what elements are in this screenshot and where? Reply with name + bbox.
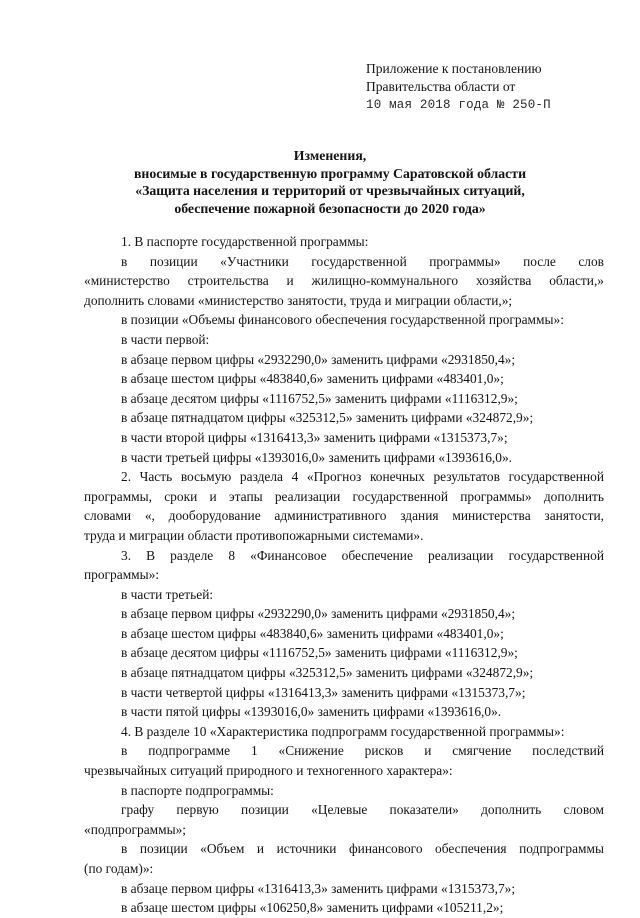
text-line: в абзаце первом цифры «1316413,3» заменить цифрами «1315373,7»; (121, 880, 516, 896)
document-body (84, 232, 604, 918)
text-line: в абзаце шестом цифры «483840,6» заменить цифрами «483401,0»; (121, 625, 504, 641)
title-line-3: «Защита населения и территорий от чрезвычайных ситуаций, (135, 183, 525, 198)
text-line: чрезвычайных ситуаций природного и техногенного характера»: (84, 763, 453, 779)
text-line: в позиции «Объемы финансового обеспечения государственной программы»: (121, 312, 564, 328)
text-line: в подпрограмме 1 «Снижение рисков и смягчение последствий (121, 743, 604, 759)
text-line: в паспорте подпрограммы: (121, 782, 274, 798)
text-line: в абзаце первом цифры «2932290,0» заменить цифрами «2931850,4»; (121, 351, 516, 367)
text-line: в части третьей цифры «1393016,0» заменить цифрами «1393616,0». (121, 449, 512, 465)
text-line: 3. В разделе 8 «Финансовое обеспечение реализации государственной (121, 547, 604, 563)
text-line: программы»: (84, 567, 160, 583)
text-line: 2. Часть восьмую раздела 4 «Прогноз конечных результатов государственной (121, 469, 604, 485)
text-line: «министерство строительства и жилищно-коммунального хозяйства области,» (84, 273, 604, 289)
title-line-1: Изменения, (293, 148, 367, 163)
title-line-4: обеспечение пожарной безопасности до 2020 года» (174, 200, 486, 216)
text-line: в абзаце десятом цифры «1116752,5» заменить цифрами «1116312,9»; (121, 645, 518, 661)
document-title (100, 147, 560, 217)
appendix-date-number: 10 мая 2018 года № 250-П (366, 98, 551, 112)
appendix-header (366, 60, 616, 114)
text-line: в абзаце шестом цифры «483840,6» заменить цифрами «483401,0»; (121, 371, 504, 387)
text-line: программы, сроки и этапы реализации государственной программы» дополнить (84, 488, 604, 504)
text-line: (по годам)»: (84, 861, 154, 876)
text-line: в части пятой цифры «1393016,0» заменить цифрами «1393616,0». (121, 704, 502, 720)
text-line: в позиции «Объем и источники финансового обеспечения подпрограммы (121, 841, 604, 857)
text-line: в абзаце первом цифры «2932290,0» заменить цифрами «2931850,4»; (121, 606, 516, 622)
text-line: труда и миграции области противопожарными системами». (84, 527, 424, 543)
text-line: дополнить словами «министерство занятости, труда и миграции области,»; (84, 292, 513, 308)
text-line: в части первой: (121, 331, 210, 347)
text-line: 1. В паспорте государственной программы: (121, 234, 369, 249)
text-line: «подпрограммы»; (84, 821, 187, 837)
appendix-line-1: Приложение к постановлению (366, 61, 542, 76)
text-line: в абзаце десятом цифры «1116752,5» заменить цифрами «1116312,9»; (121, 390, 518, 406)
text-line: 4. В разделе 10 «Характеристика подпрограмм государственной программы»: (121, 723, 565, 739)
text-line: в абзаце пятнадцатом цифры «325312,5» заменить цифрами «324872,9»; (121, 665, 534, 681)
text-line: в абзаце шестом цифры «106250,8» заменить цифрами «105211,2»; (121, 900, 504, 916)
title-line-2: вносимые в государственную программу Саратовской области (133, 165, 527, 181)
text-line: графу первую позиции «Целевые показатели» дополнить словом (121, 802, 604, 818)
text-line: в позиции «Участники государственной программы» после слов (121, 253, 604, 269)
text-line: в части третьей: (121, 586, 214, 602)
appendix-line-2: Правительства области от (366, 79, 516, 94)
text-line: в части четвертой цифры «1316413,3» заменить цифрами «1315373,7»; (121, 684, 526, 700)
text-line: словами «, дооборудование административного здания министерства занятости, (84, 508, 604, 524)
text-line: в абзаце пятнадцатом цифры «325312,5» заменить цифрами «324872,9»; (121, 410, 534, 426)
text-line: в части второй цифры «1316413,3» заменить цифрами «1315373,7»; (121, 429, 508, 445)
